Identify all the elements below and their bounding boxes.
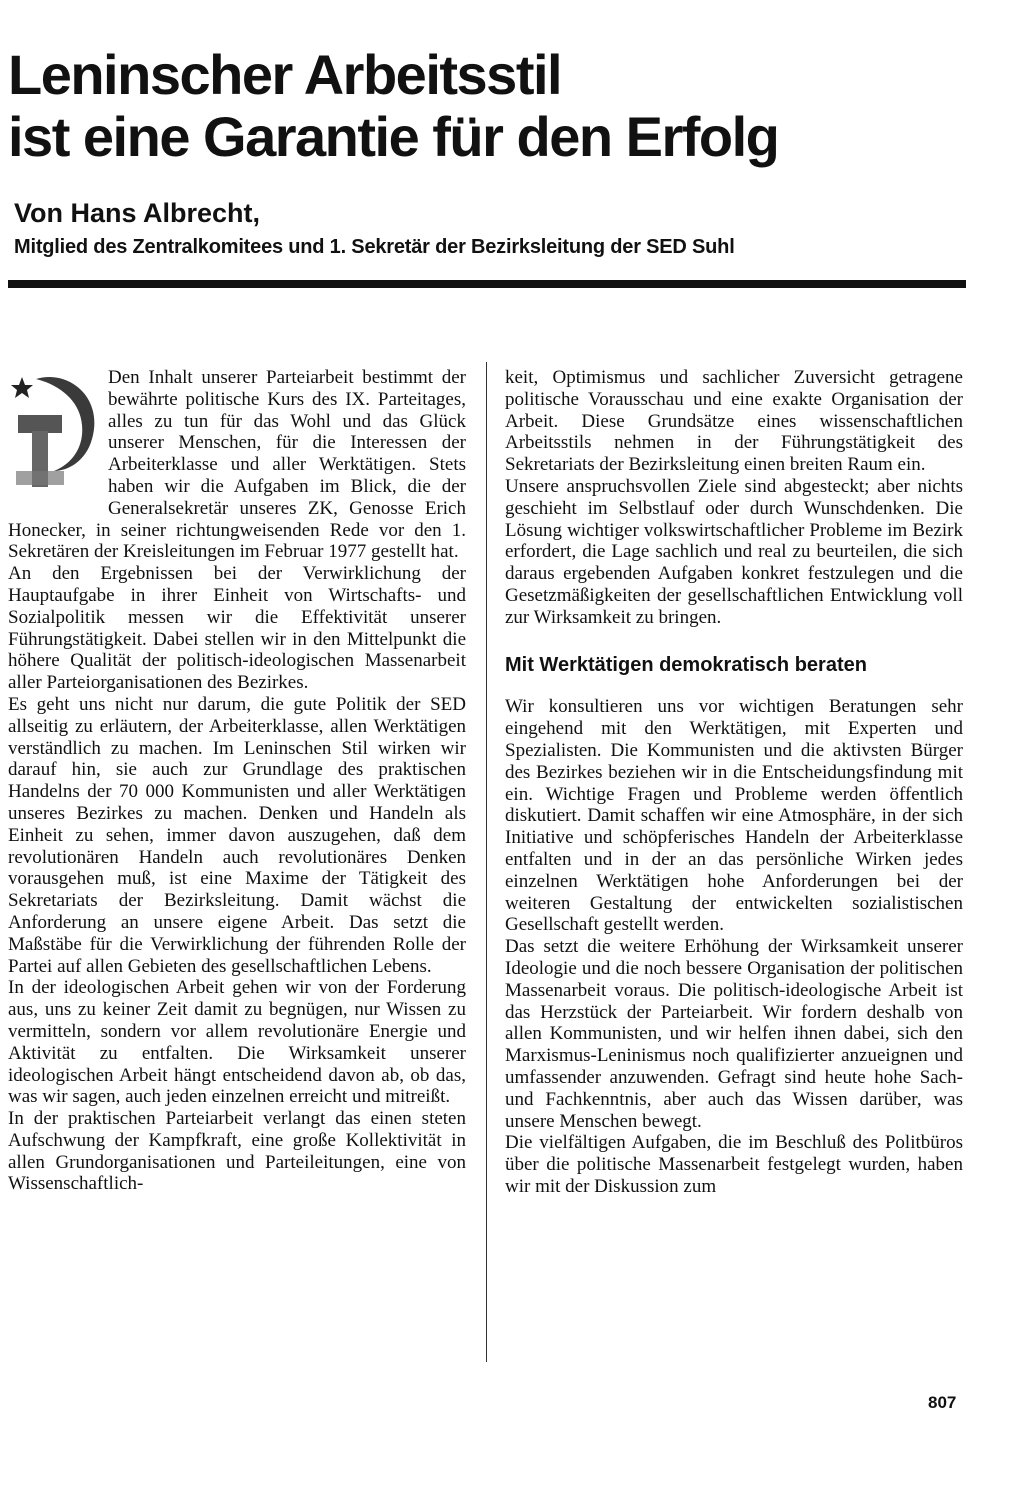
right-paragraph-5: Die vielfältigen Aufgaben, die im Beschluß des Politbüros über die politische Massenarbeit festgelegt wurden, haben wir mit der Diskussion zum	[505, 1132, 963, 1197]
title-line-2: ist eine Garantie für den Erfolg	[8, 105, 779, 168]
title-line-1: Leninscher Arbeitsstil	[8, 43, 562, 106]
title-divider	[8, 280, 966, 288]
right-paragraph-1: keit, Optimismus und sachlicher Zuversicht getragene politische Vorausschau und eine exakte Organisation der Arbeit. Diese Grundsätze eines wissenschaftlichen Arbeitsstils nehmen in der Führungstätigkeit des Sekretariats der Bezirksleitung einen breiten Raum ein.	[505, 367, 963, 476]
left-column	[8, 367, 466, 1195]
section-subheading: Mit Werktätigen demokratisch beraten	[505, 653, 867, 676]
left-paragraph-4: In der ideologischen Arbeit gehen wir von der Forderung aus, uns zu keiner Zeit damit zu begnügen, nur Wissen zu vermitteln, sondern vor allem revolutionäre Energie und Aktivität zu entfalten. Die Wirksamkeit unserer ideologischen Arbeit hängt entscheidend davon ab, ob das, was wir sagen, auch jeden einzelnen erreicht und mitreißt.	[8, 977, 466, 1108]
left-paragraph-2: An den Ergebnissen bei der Verwirklichung der Hauptaufgabe in ihrer Einheit von Wirtschafts- und Sozialpolitik messen wir die Effektivität unserer Führungstätigkeit. Dabei stellen wir in den Mittelpunkt die höhere Qualität der politisch-ideologischen Massenarbeit aller Parteiorganisationen des Bezirkes.	[8, 563, 466, 694]
right-paragraph-2: Unsere anspruchsvollen Ziele sind abgesteckt; aber nichts geschieht im Selbstlauf oder durch Wunschdenken. Die Lösung wichtiger volkswirtschaftlicher Probleme im Bezirk erfordert, die Lage sachlich und real zu beurteilen, die sich daraus ergebenden Aufgaben konkret festzulegen und die Gesetzmäßigkeiten der gesellschaftlichen Entwicklung voll zur Wirksamkeit zu bringen.	[505, 475, 963, 628]
author-name: Von Hans Albrecht,	[14, 198, 261, 228]
right-paragraph-3: Wir konsultieren uns vor wichtigen Beratungen sehr eingehend mit den Werktätigen, mit Experten und Spezialisten. Die Kommunisten und die aktivsten Bürger des Bezirkes beziehen wir in die Entscheidungsfindung mit ein. Wichtige Fragen und Probleme werden öffentlich diskutiert. Damit schaffen wir eine Atmosphäre, in der sich Initiative und schöpferisches Handeln der Arbeiterklasse entfalten und in der an das persönliche Wirken jedes einzelnen Werktätigen hohe Anforderungen bei der weiteren Gestaltung der entwickelten sozialistischen Gesellschaft gestellt werden.	[505, 696, 963, 936]
right-column	[505, 367, 963, 1198]
right-paragraph-4: Das setzt die weitere Erhöhung der Wirksamkeit unserer Ideologie und die noch bessere Organisation der politischen Massenarbeit voraus. Die politisch-ideologische Arbeit ist das Herzstück der Parteiarbeit. Wir fordern deshalb von allen Kommunisten, und wir helfen ihnen dabei, sich den Marxismus-Leninismus noch qualifizierter anzueignen und umfassender anzuwenden. Gefragt sind heute hohe Sach- und Fachkenntnis, aber auch das Wissen darüber, was unsere Menschen bewegt.	[505, 936, 963, 1132]
left-paragraph-5: In der praktischen Parteiarbeit verlangt das einen steten Aufschwung der Kampfkraft, eine große Kollektivität in allen Grundorganisationen und Parteileitungen, eine von Wissenschaftlich-	[8, 1108, 466, 1195]
column-divider	[486, 362, 487, 1362]
left-paragraph-3: Es geht uns nicht nur darum, die gute Politik der SED allseitig zu erläutern, der Arbeiterklasse, allen Werktätigen verständlich zu machen. Im Leninschen Stil wirken wir darauf hin, sie auch zur Grundlage des praktischen Handelns der 70 000 Kommunisten und aller Werktätigen unseres Bezirkes zu machen. Denken und Handeln als Einheit zu sehen, immer davon auszugehen, daß dem revolutionären Handeln auch revolutionäres Denken vorausgehen muß, ist eine Maxime der Tätigkeit des Sekretariats der Bezirksleitung. Damit wächst die Anforderung an unsere eigene Arbeit. Das setzt die Maßstäbe für die Verwirklichung der führenden Rolle der Partei auf allen Gebieten des gesellschaftlichen Lebens.	[8, 693, 466, 977]
hammer-sickle-star-icon	[8, 367, 100, 499]
page-number: 807	[928, 1393, 957, 1412]
author-role: Mitglied des Zentralkomitees und 1. Sekretär der Bezirksleitung der SED Suhl	[14, 236, 735, 258]
left-paragraph-1: Den Inhalt unserer Parteiarbeit bestimmt der bewährte politische Kurs des IX. Parteitages, alles zu tun für das Wohl und das Glück unserer Menschen, für die Interessen der Arbeiterklasse und aller Werktätigen. Stets haben wir die Aufgaben im Blick, die der Generalsekretär unseres ZK, Genosse Erich Honecker, in seiner richtungweisenden Rede vor den 1. Sekretären der Kreisleitungen im Februar 1977 gestellt hat.	[8, 367, 466, 563]
article-title	[8, 44, 1008, 168]
